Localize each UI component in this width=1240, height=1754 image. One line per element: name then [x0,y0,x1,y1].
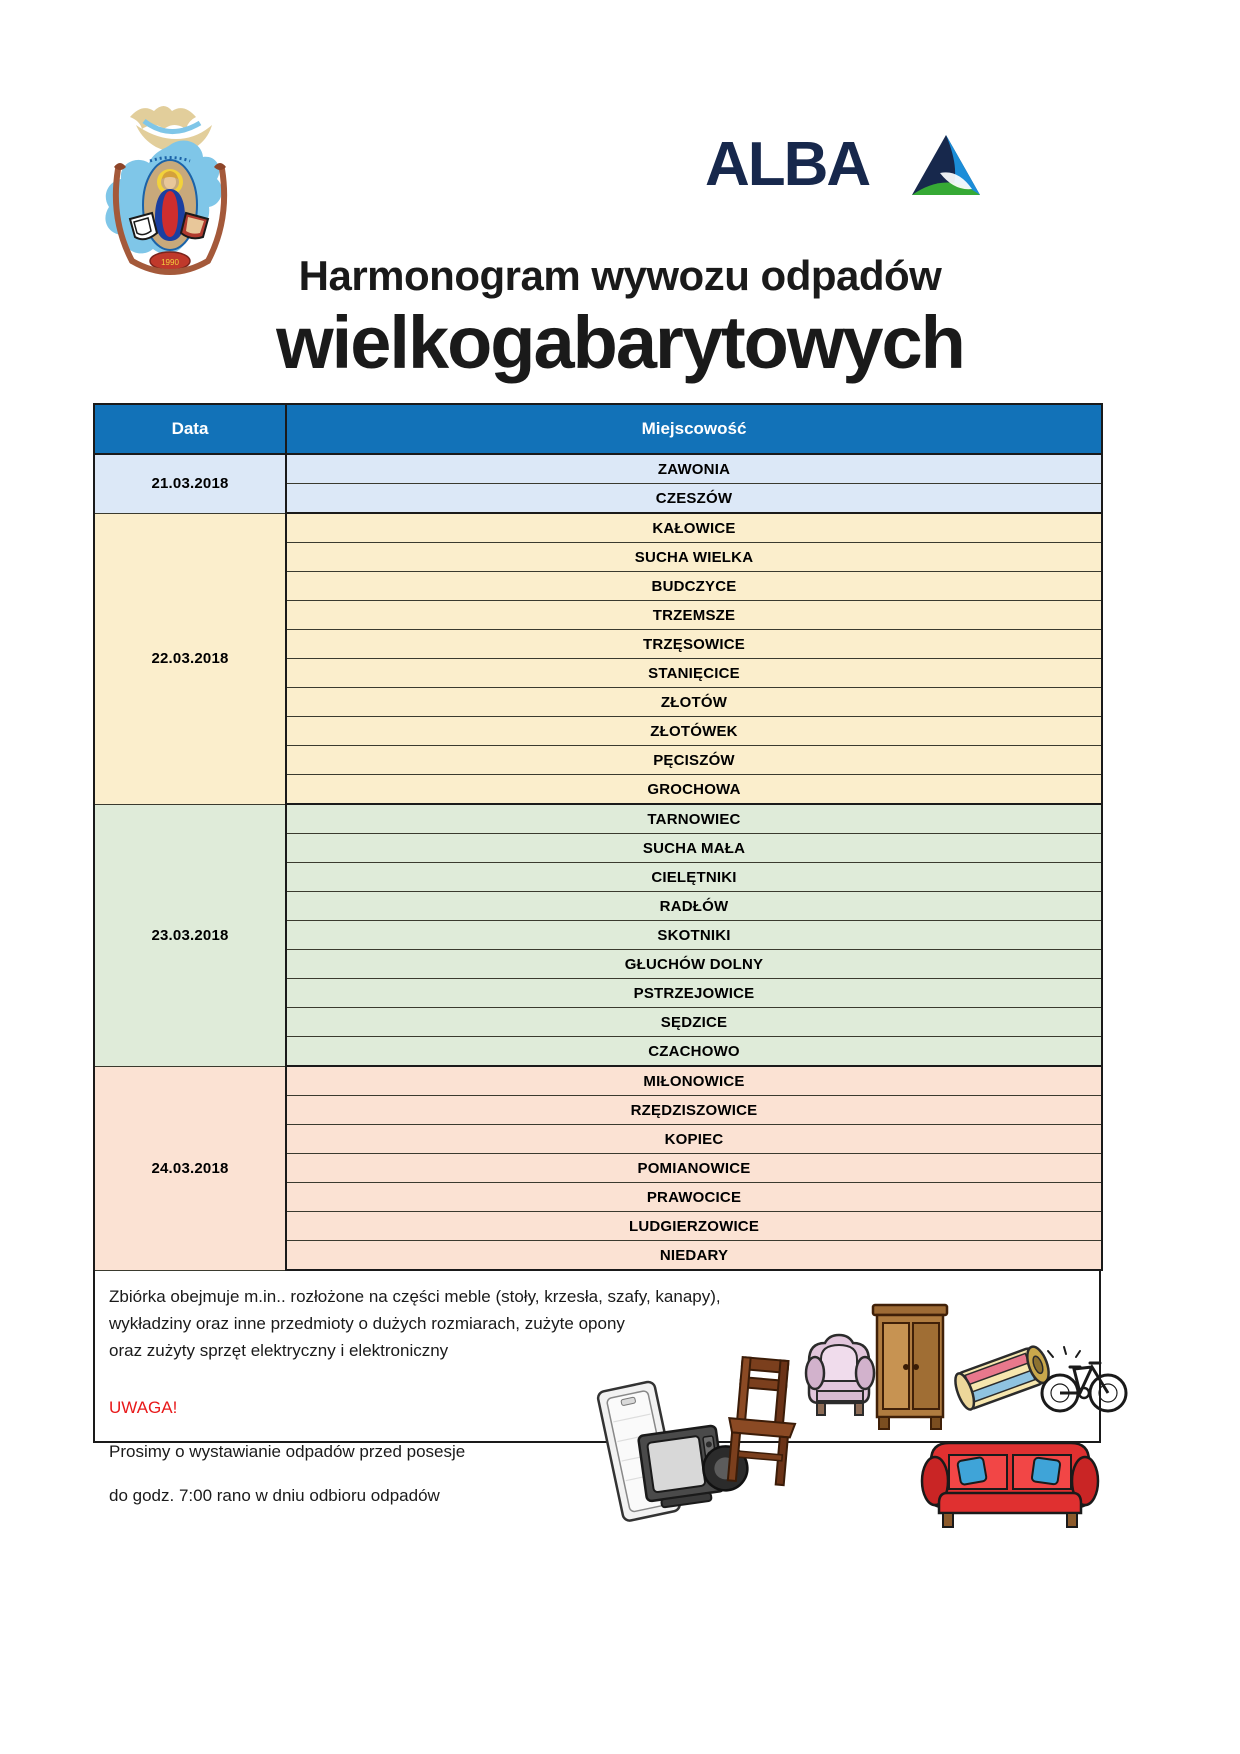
table-row [94,804,1102,834]
date-cell: 21.03.2018 [94,454,286,513]
table-body [94,454,1102,1270]
place-cell: PSTRZEJOWICE [286,979,1102,1008]
place-cell: STANIĘCICE [286,659,1102,688]
date-cell: 23.03.2018 [94,804,286,1066]
place-cell: MIŁONOWICE [286,1066,1102,1096]
bicycle-icon [1040,1339,1130,1419]
place-cell: SKOTNIKI [286,921,1102,950]
place-cell: GROCHOWA [286,775,1102,805]
place-cell: NIEDARY [286,1241,1102,1271]
alba-triangle-logo-icon [910,133,982,199]
alba-wordmark: ALBA [705,130,870,199]
info-note-box [93,1271,1101,1505]
place-cell: SUCHA MAŁA [286,834,1102,863]
date-cell: 22.03.2018 [94,513,286,804]
wardrobe-icon [865,1299,955,1434]
place-cell: CIELĘTNIKI [286,863,1102,892]
schedule-table-wrapper [93,403,1101,1271]
note-warning [109,1394,749,1526]
poster-subtitle: Harmonogram wywozu odpadów [298,252,942,299]
page-title: wielkogabarytowych [276,301,964,384]
warning-line-2: do godz. 7:00 rano w dniu odbioru odpadów [109,1486,440,1505]
note-line-3: oraz zużyty sprzęt elektryczny i elektroniczny [109,1341,449,1360]
poster-header [0,0,1240,384]
column-header-place: Miejscowość [286,404,1102,454]
place-cell: ZŁOTÓW [286,688,1102,717]
date-cell: 24.03.2018 [94,1066,286,1270]
rolled-carpet-icon [955,1333,1050,1428]
place-cell: TRZEMSZE [286,601,1102,630]
note-line-2: wykładziny oraz inne przedmioty o dużych rozmiarach, zużyte opony [109,1314,625,1333]
place-cell: ZAWONIA [286,454,1102,484]
place-cell: TARNOWIEC [286,804,1102,834]
alba-logo [705,130,1010,205]
place-cell: POMIANOWICE [286,1154,1102,1183]
sofa-icon [915,1431,1105,1541]
place-cell: RADŁÓW [286,892,1102,921]
place-cell: KOPIEC [286,1125,1102,1154]
place-cell: RZĘDZISZOWICE [286,1096,1102,1125]
svg-text:1990: 1990 [161,258,179,267]
place-cell: CZESZÓW [286,484,1102,514]
place-cell: BUDCZYCE [286,572,1102,601]
place-cell: KAŁOWICE [286,513,1102,543]
place-cell: SUCHA WIELKA [286,543,1102,572]
table-row [94,513,1102,543]
place-cell: GŁUCHÓW DOLNY [286,950,1102,979]
place-cell: ZŁOTÓWEK [286,717,1102,746]
warning-title: UWAGA! [109,1398,178,1417]
table-head [94,404,1102,454]
column-header-date: Data [94,404,286,454]
note-description [109,1283,749,1364]
place-cell: SĘDZICE [286,1008,1102,1037]
place-cell: LUDGIERZOWICE [286,1212,1102,1241]
table-header-row [94,404,1102,454]
schedule-table [93,403,1103,1271]
place-cell: PĘCISZÓW [286,746,1102,775]
place-cell: TRZĘSOWICE [286,630,1102,659]
place-cell: PRAWOCICE [286,1183,1102,1212]
table-row [94,454,1102,484]
note-line-1: Zbiórka obejmuje m.in.. rozłożone na części meble (stoły, krzesła, szafy, kanapy), [109,1287,721,1306]
table-row [94,1066,1102,1096]
warning-line-1: Prosimy o wystawianie odpadów przed posesje [109,1442,466,1461]
place-cell: CZACHOWO [286,1037,1102,1067]
